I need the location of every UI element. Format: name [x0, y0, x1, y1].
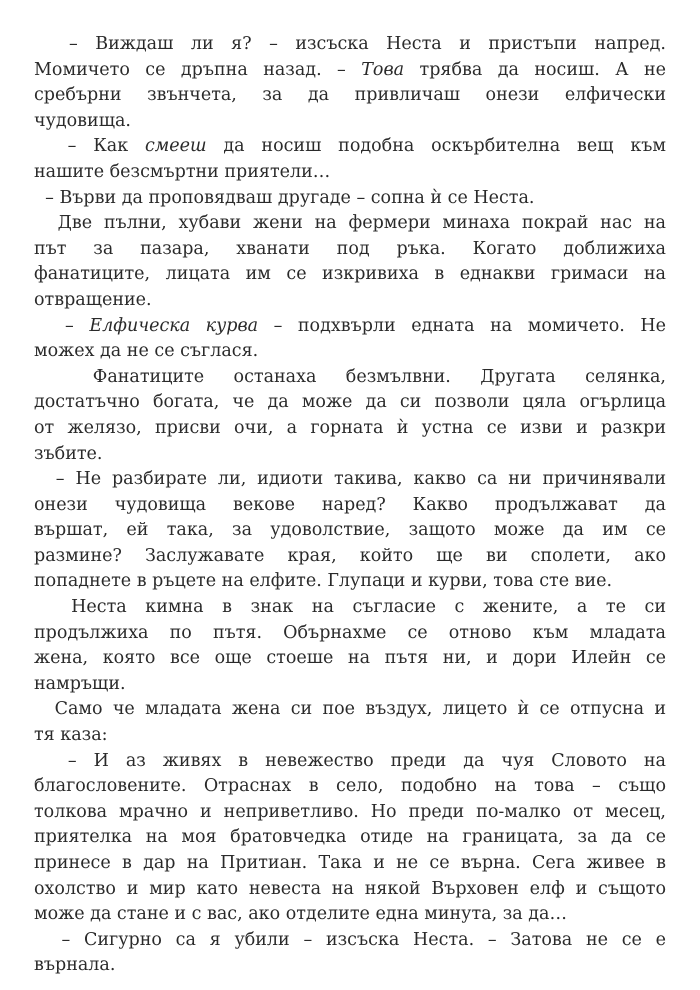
text-line: – Сигурно са я убили – изсъска Неста. – Затова не се е	[34, 929, 666, 950]
paragraph	[34, 365, 666, 467]
text-line: – Върви да проповядваш другаде – сопна ѝ се Неста.	[34, 187, 535, 208]
text-line: зъбите.	[34, 443, 103, 464]
text-line: Две пълни, хубави жени на фермери минаха покрай нас на	[34, 213, 666, 234]
text-line: онези чудовища векове наред? Какво продължават да	[34, 494, 666, 515]
text-line: вършат, ей така, за удоволствие, защото може да им се	[34, 520, 666, 541]
text-line: може да стане и с вас, ако отделите една минута, за да…	[34, 904, 567, 925]
text-line: размине? Заслужавате края, който ще ви сполети, ако	[34, 545, 666, 566]
page-text-body	[34, 32, 666, 979]
text-line: благословените. Отраснах в село, подобно на това – също	[34, 776, 666, 797]
text-line: Само че младата жена си пое въздух, лицето ѝ се отпусна и	[34, 699, 666, 720]
paragraph	[34, 186, 666, 212]
text-line: принесе в дар на Притиан. Така и не се върна. Сега живее в	[34, 853, 666, 873]
paragraph	[34, 314, 666, 365]
text-line: сребърни звънчета, за да привличаш онези елфически	[34, 85, 666, 106]
text-line: можех да не се съглася.	[34, 341, 259, 362]
paragraph	[34, 595, 666, 697]
text-line: чудовища.	[34, 110, 131, 131]
text-line: попаднете в ръцете на елфите. Глупаци и курви, това сте вие.	[34, 571, 613, 592]
paragraph	[34, 928, 666, 979]
text-line: – Виждаш ли я? – изсъска Неста и пристъпи напред.	[34, 34, 666, 54]
text-line: продължиха по пътя. Обърнахме се отново към младата	[34, 622, 666, 643]
paragraph	[34, 697, 666, 748]
text-line: жена, която все още стоеше на пътя ни, и дори Илейн се	[34, 648, 666, 669]
paragraph	[34, 134, 666, 185]
text-line: Момичето се дръпна назад. – Това трябва да носиш. А не	[34, 59, 666, 80]
text-line: – Не разбирате ли, идиоти такива, какво са ни причинявали	[34, 469, 666, 490]
text-line: от желязо, присви очи, а горната ѝ устна се изви и разкри	[34, 417, 666, 438]
paragraph	[34, 749, 666, 928]
text-line: приятелка на моя братовчедка отиде на границата, за да се	[34, 827, 666, 848]
text-line: – И аз живях в невежество преди да чуя Словото на	[34, 750, 666, 771]
paragraph	[34, 32, 666, 134]
text-line: Неста кимна в знак на съгласие с жените, а те си	[34, 597, 666, 618]
text-line: охолство и мир като невеста на някой Върховен елф и същото	[34, 878, 666, 899]
paragraph	[34, 467, 666, 595]
text-line: фанатиците, лицата им се изкривиха в еднакви гримаси на	[34, 264, 666, 285]
text-line: Фанатиците останаха безмълвни. Другата селянка,	[34, 366, 666, 387]
text-line: тя каза:	[34, 725, 108, 746]
text-line: върнала.	[34, 955, 116, 976]
text-line: – Как смееш да носиш подобна оскърбителна вещ към	[34, 136, 666, 157]
text-line: път за пазара, хванати под ръка. Когато доближиха	[34, 238, 666, 259]
text-line: намръщи.	[34, 673, 126, 694]
paragraph	[34, 211, 666, 313]
text-line: нашите безсмъртни приятели…	[34, 161, 331, 182]
text-line: достатъчно богата, че да може да си позволи цяла огърлица	[34, 392, 666, 413]
text-line: отвращение.	[34, 289, 152, 310]
text-line: – Елфическа курва – подхвърли едната на момичето. Не	[34, 315, 666, 336]
text-line: толкова мрачно и неприветливо. Но преди по-малко от месец,	[34, 801, 666, 822]
